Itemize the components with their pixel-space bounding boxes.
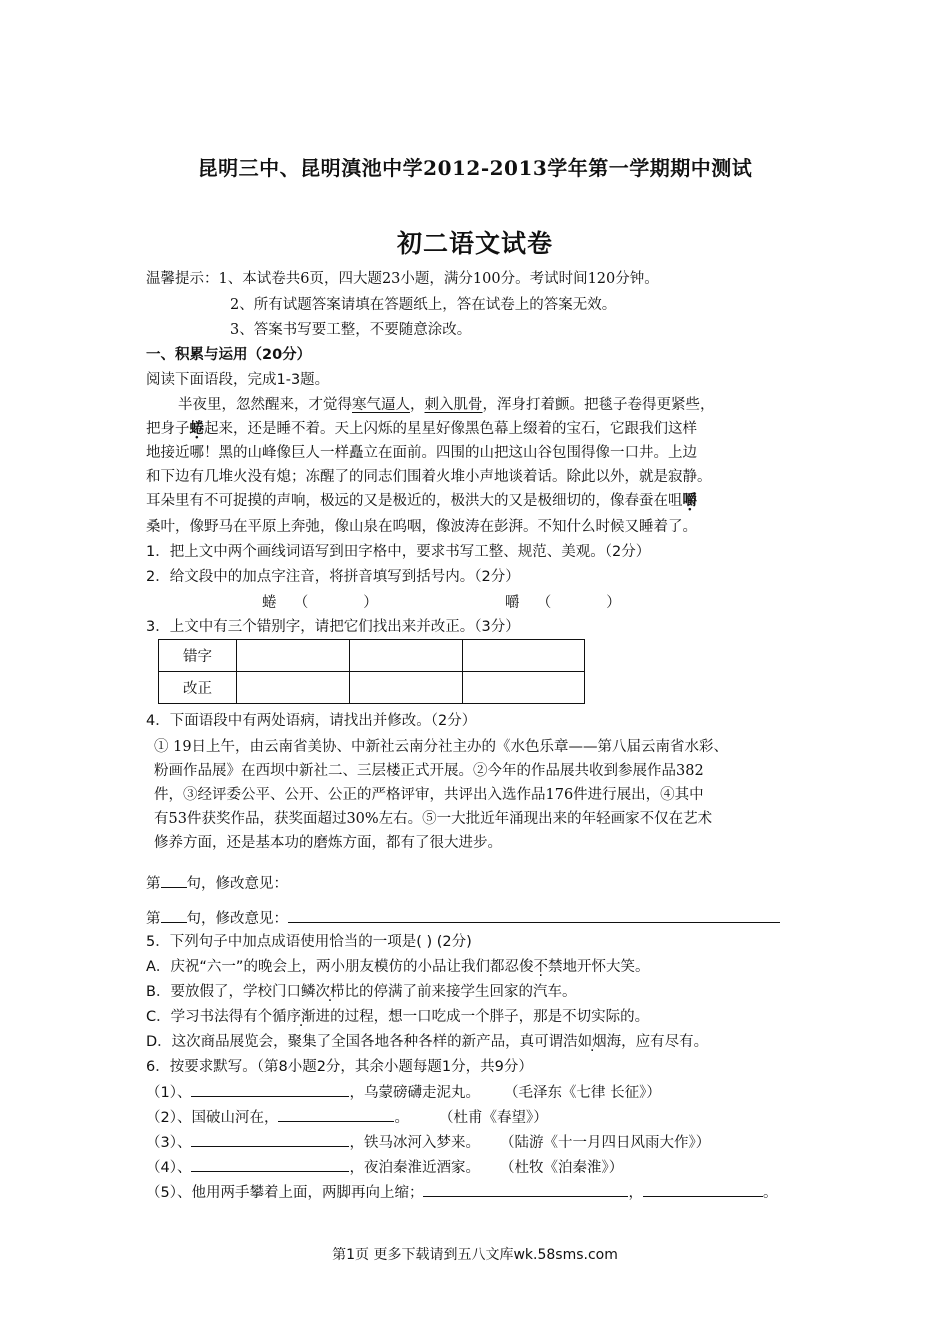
pinyin-slot-1 [262,593,378,613]
table-cell[interactable] [350,672,463,704]
option-text: C．学习书法得有个 [146,1009,273,1025]
notice-line-1: 温馨提示：1、本试卷共6页，四大题23小题，满分100分。考试时间120分钟。 [146,271,659,287]
table-cell[interactable] [463,672,585,704]
recitation-blank[interactable] [423,1182,628,1197]
passage-text: 耳朵里有不可捉摸的声响，极远的又是极近的，极洪大的又是极细切的，像春蚕在咀 [146,493,683,509]
section-heading: 一、积累与运用（20分） [146,347,312,363]
q4-passage-line-4: 有53件获奖作品，获奖面超过30%左右。⑤一大批近年涌现出来的年轻画家不仅在艺术 [154,811,713,827]
option-text: B．要放假了，学校门口 [146,984,301,1000]
option-text: A．庆祝“六一”的晚会上，两小朋友模仿的小品让我们都忍 [146,959,519,975]
item-text: ， [628,1185,643,1201]
option-a[interactable] [146,957,649,977]
dotted-idiom: 鳞次栉比 [300,984,359,1000]
passage-text: 把身子 [146,421,190,437]
q4-answer-1 [146,873,288,894]
answer-prefix: 第 [146,876,161,892]
answer-suffix: 句，修改意见： [186,911,288,927]
item-text: ，夜泊秦淮近酒家。 [349,1160,480,1176]
table-cell[interactable] [350,640,463,672]
recitation-blank[interactable] [191,1157,349,1172]
option-text: ，应有尽有。 [621,1034,709,1050]
q4-answer-2 [146,908,780,929]
paren-open: （ [293,595,309,611]
recitation-item-1 [146,1082,661,1103]
item-source: （陆游《十一月四日风雨大作》） [499,1135,711,1151]
recitation-blank[interactable] [191,1132,349,1147]
item-label: （3）、 [146,1135,192,1151]
item-text: ，乌蒙磅礴走泥丸。 [349,1085,480,1101]
question-3: 3．上文中有三个错别字，请把它们找出来并改正。（3分） [146,619,520,635]
revision-blank[interactable] [288,908,780,923]
passage-line-1 [178,395,715,415]
passage-text: ， [410,397,425,413]
dotted-idiom: 循序渐进 [272,1009,331,1025]
passage-line-3: 地接近哪！黑的山峰像巨人一样矗立在面前。四围的山把这山谷包围得像一口井。上边 [146,445,697,461]
recitation-item-2 [146,1107,548,1128]
table-row [159,672,585,704]
item-label: （1）、 [146,1085,192,1101]
recitation-item-3 [146,1132,710,1153]
correction-table [158,639,585,704]
table-cell[interactable] [237,672,350,704]
row-label-correct: 改正 [159,672,237,704]
passage-line-6: 桑叶，像野马在平原上奔弛，像山泉在呜咽，像波涛在彭湃。不知什么时候又睡着了。 [146,519,697,535]
item-source: （杜甫《春望》） [438,1110,548,1126]
q4-passage-line-2: 粉画作品展》在西坝中新社二、三层楼正式开展。②今年的作品展共收到参展作品382 [154,763,704,779]
q4-passage-line-5: 修养方面，还是基本功的磨炼方面，都有了很大进步。 [154,835,502,851]
passage-line-5 [146,491,697,511]
question-2: 2．给文段中的加点字注音，将拼音填写到括号内。（2分） [146,569,520,585]
dotted-idiom: 俊不禁 [518,959,563,975]
recitation-item-4 [146,1157,623,1178]
dotted-idiom: 浩如烟海 [563,1034,622,1050]
dotted-char-1: 蜷 [189,420,204,437]
passage-line-2 [146,419,697,439]
sentence-number-blank[interactable] [161,873,187,888]
option-text: 地开怀大笑。 [562,959,650,975]
recitation-blank[interactable] [278,1107,394,1122]
exam-subtitle: 初二语文试卷 [396,229,553,258]
section-intro: 阅读下面语段，完成1-3题。 [146,372,330,388]
pinyin-char: 蜷 [262,595,277,611]
paren-close: ） [363,595,378,611]
passage-text: ，浑身打着颤。把毯子卷得更紧些， [482,397,715,413]
recitation-blank[interactable] [191,1082,349,1097]
item-source: （毛泽东《七律 长征》） [503,1085,661,1101]
question-4: 4．下面语段中有两处语病，请找出并修改。（2分） [146,713,477,729]
question-1: 1．把上文中两个画线词语写到田字格中，要求书写工整、规范、美观。（2分） [146,544,651,560]
item-source: （杜牧《泊秦淮》） [499,1160,624,1176]
sentence-number-blank[interactable] [161,908,187,923]
underlined-phrase-1: 寒气逼人 [352,397,410,413]
q4-passage-line-3: 件，③经评委公平、公开、公正的严格评审，共评出入选作品176件进行展出，④其中 [154,787,704,803]
pinyin-char: 嚼 [505,595,520,611]
option-text: 的停满了前来接学生回家的汽车。 [358,984,577,1000]
table-cell[interactable] [237,640,350,672]
paren-open: （ [536,595,552,611]
passage-line-4: 和下边有几堆火没有熄；冻醒了的同志们围着火堆小声地谈着话。除此以外，就是寂静。 [146,469,712,485]
option-text: D．这次商品展览会，聚集了全国各地各种各样的新产品，真可谓 [146,1034,564,1050]
row-label-wrong: 错字 [159,640,237,672]
pinyin-answer-2[interactable] [551,593,606,607]
table-cell[interactable] [463,640,585,672]
item-label: （2）、国破山河在， [146,1110,279,1126]
item-label: （5）、他用两手攀着上面，两脚再向上缩； [146,1185,424,1201]
pinyin-answer-1[interactable] [308,593,363,607]
q4-passage-line-1: ① 19日上午，由云南省美协、中新社云南分社主办的《水色乐章——第八届云南省水彩、 [154,739,729,755]
dotted-char-2: 嚼 [682,492,697,509]
table-row [159,640,585,672]
item-label: （4）、 [146,1160,192,1176]
item-text: 。 [394,1110,409,1126]
option-text: 的过程，想一口吃成一个胖子，那是不切实际的。 [330,1009,650,1025]
page-footer: 第1页 更多下载请到五八文库wk.58sms.com [332,1247,618,1263]
option-d[interactable] [146,1032,708,1052]
question-6: 6．按要求默写。（第8小题2分，其余小题每题1分，共9分） [146,1059,533,1075]
paren-close: ） [606,595,621,611]
underlined-phrase-2: 刺入肌骨 [424,397,483,413]
answer-suffix: 句，修改意见： [186,876,288,892]
question-5: 5．下列句子中加点成语使用恰当的一项是( ) (2分) [146,934,472,950]
notice-line-2: 2、所有试题答案请填在答题纸上，答在试卷上的答案无效。 [230,297,617,313]
passage-text: 起来，还是睡不着。天上闪烁的星星好像黑色幕上缀着的宝石，它跟我们这样 [204,421,697,437]
notice-line-3: 3、答案书写要工整，不要随意涂改。 [230,322,472,338]
recitation-item-5 [146,1182,777,1203]
option-c[interactable] [146,1007,649,1027]
answer-prefix: 第 [146,911,161,927]
recitation-blank[interactable] [643,1182,763,1197]
passage-text: 半夜里，忽然醒来，才觉得 [178,397,352,413]
pinyin-slot-2 [505,593,621,613]
option-b[interactable] [146,982,576,1002]
exam-title: 昆明三中、昆明滇池中学2012-2013学年第一学期期中测试 [197,156,753,180]
item-text: ，铁马冰河入梦来。 [349,1135,480,1151]
item-text: 。 [762,1185,778,1201]
